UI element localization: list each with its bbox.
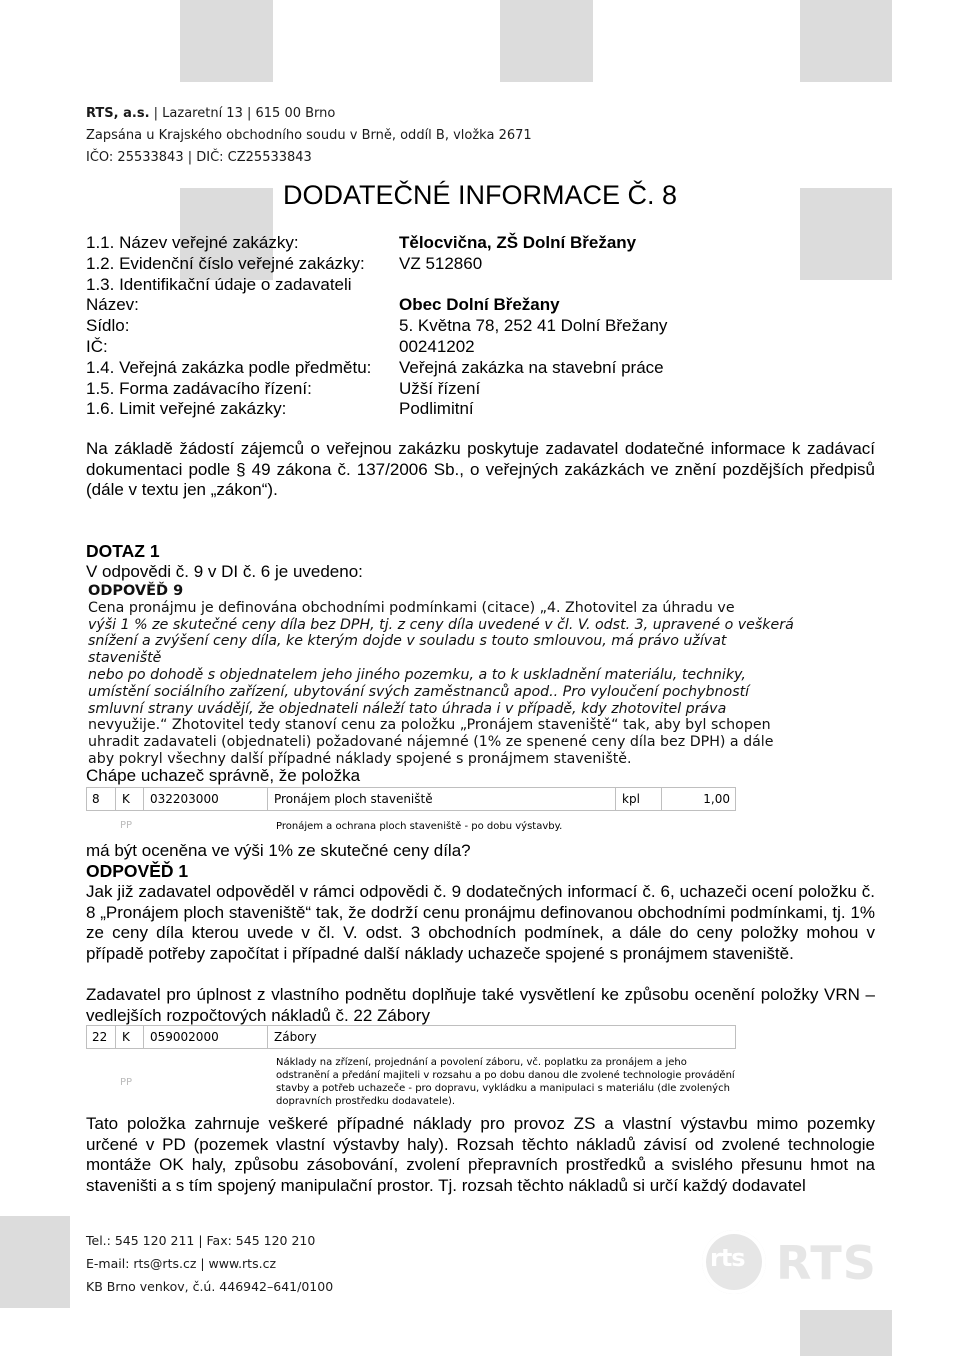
decor-square <box>0 1216 70 1308</box>
decor-square <box>800 0 892 82</box>
info-row <box>86 379 876 400</box>
info-key: 1.5. Forma zadávacího řízení: <box>86 378 312 398</box>
info-key: 1.1. Název veřejné zakázky: <box>86 233 299 252</box>
item-note <box>276 1056 735 1108</box>
question-text: Chápe uchazeč správně, že položka <box>86 766 361 785</box>
item-note-line: Náklady na zřízení, projednání a povolení záboru, vč. poplatku za pronájem a jeho <box>276 1057 687 1068</box>
budget-item-row <box>86 1025 736 1049</box>
item-name: Zábory <box>274 1030 317 1044</box>
quoted-line: Cena pronájmu je definována obchodními podmínkami (citace) „4. Zhotovitel za úhradu ve <box>88 599 735 616</box>
question-heading: DOTAZ 1 <box>86 541 160 561</box>
letterhead-line3: IČO: 25533843 | DIČ: CZ25533843 <box>86 150 312 165</box>
info-row <box>86 254 876 275</box>
answer-paragraph-3: Tato položka zahrnuje veškeré případné náklady pro provoz ZS a vlastní výstavbu mimo pozemky určené v PD (pozemek vlastní výstavby haly). Rozsah těchto nákladů závisí od zvolené technologie montáže OK haly, způsobu zásobování, zvolení přepravních prostředků a svislého přesunu hmot na staveništi a s tím spojený manipulační prostor. Tj. rozsah těchto nákladů si určí každý dodavatel <box>86 1114 875 1195</box>
quoted-line: smluvní strany uvádějí, že objednateli náleží tato úhrada i v případě, kdy zhotovitel práva <box>88 700 727 717</box>
info-row <box>86 275 876 296</box>
info-row <box>86 399 876 420</box>
budget-item-row <box>86 787 736 811</box>
question-end: má být oceněna ve výši 1% ze skutečné ceny díla? <box>86 841 471 860</box>
item-note-line: stavby a potřeb uchazeče - pro dopravu, vykládku a manipulaci s materiálu (dle zvolených <box>276 1083 730 1094</box>
item-quantity: 1,00 <box>703 792 730 806</box>
item-type: K <box>116 1025 144 1049</box>
info-value: Veřejná zakázka na stavební práce <box>399 357 664 377</box>
decor-square <box>180 0 273 82</box>
footer-bank: KB Brno venkov, č.ú. 446942–641/0100 <box>86 1279 334 1294</box>
decor-square <box>800 1310 892 1356</box>
company-name: RTS, a.s. <box>86 106 150 121</box>
answer-paragraph-2: Zadavatel pro úplnost z vlastního podnětu doplňuje také vysvětlení ke způsobu ocenění položky VRN – vedlejších rozpočtových nákladů č. 22 Zábory <box>86 985 875 1025</box>
info-row <box>86 316 876 337</box>
info-value: 5. Května 78, 252 41 Dolní Břežany <box>399 316 668 336</box>
item-code: 059002000 <box>144 1025 268 1049</box>
quoted-line: aby pokryl všechny další případné náklady spojené s pronájmem staveniště. <box>88 750 632 767</box>
item-number: 22 <box>86 1025 116 1049</box>
info-value: Užší řízení <box>399 378 481 398</box>
info-row <box>86 358 876 379</box>
item-note: Pronájem a ochrana ploch staveniště - po dobu výstavby. <box>276 821 563 832</box>
rts-logo <box>700 1228 880 1298</box>
info-block <box>86 233 876 420</box>
answer-heading: ODPOVĚĎ 1 <box>86 861 189 881</box>
logo-text: RTS <box>776 1236 877 1290</box>
intro-paragraph: Na základě žádostí zájemců o veřejnou zakázku poskytuje zadavatel dodatečné informace k zadávací dokumentaci podle § 49 zákona č. 137/2006 Sb., o veřejných zakázkách ve znění pozdějších předpisů (dále v textu jen „zákon“). <box>86 439 875 499</box>
letterhead-line1 <box>86 106 335 121</box>
info-value: Obec Dolní Břežany <box>399 295 560 315</box>
company-address: Lazaretní 13 | 615 00 Brno <box>162 106 336 121</box>
quoted-line: uhradit zadavateli (objednateli) požadované nájemné (1% ze spenené ceny díla bez DPH) a dále <box>88 734 774 751</box>
info-key: 1.4. Veřejná zakázka podle předmětu: <box>86 357 372 377</box>
info-row <box>86 233 876 254</box>
footer-email: E-mail: rts@rts.cz | www.rts.cz <box>86 1256 277 1271</box>
quoted-line: snížení a zvýšení ceny díla, ke kterým dojde v souladu s touto smlouvou, má právo užívat staveniště <box>88 633 727 667</box>
info-key: 1.3. Identifikační údaje o zadavateli <box>86 274 352 294</box>
info-row <box>86 337 876 358</box>
item-name: Pronájem ploch staveniště <box>268 787 616 811</box>
quoted-line: umístění sociálního zařízení, ubytování svých zaměstnanců apod.. Pro vyloučení pochybností <box>88 683 750 700</box>
logo-circle-icon <box>702 1230 766 1294</box>
info-key: 1.6. Limit veřejné zakázky: <box>86 399 287 419</box>
info-key: IČ: <box>86 336 108 356</box>
document-title: DODATEČNÉ INFORMACE Č. 8 <box>282 180 678 210</box>
quoted-answer-heading: ODPOVĚĎ 9 <box>88 583 184 599</box>
info-key: Sídlo: <box>86 316 130 336</box>
item-note-line: odstranění a předání majiteli v rozsahu a po dobu danou dle zvolené technologie provádění <box>276 1070 735 1081</box>
item-code: 032203000 <box>144 787 268 811</box>
decor-square <box>500 0 593 82</box>
item-number: 8 <box>86 787 116 811</box>
letterhead-line2: Zapsána u Krajského obchodního soudu v Brně, oddíl B, vložka 2671 <box>86 128 532 143</box>
item-pp-label: PP <box>120 820 133 831</box>
item-pp-label: PP <box>120 1077 133 1088</box>
logo-mark: rts <box>710 1244 745 1272</box>
quoted-line: výši 1 % ze skutečné ceny díla bez DPH, tj. z ceny díla uvedené v čl. V. odst. 3, upravené o veškerá <box>88 616 794 633</box>
separator: | <box>153 106 163 121</box>
info-value: Tělocvična, ZŠ Dolní Břežany <box>399 233 637 252</box>
question-lead: V odpovědi č. 9 v DI č. 6 je uvedeno: <box>86 562 363 581</box>
item-type: K <box>116 787 144 811</box>
quoted-line: nebo po dohodě s objednatelem jeho jiného pozemku, a to k uskladnění materiálu, techniky, <box>88 666 746 683</box>
quoted-answer-image <box>88 583 804 767</box>
info-value: Podlimitní <box>399 399 474 419</box>
footer-phone: Tel.: 545 120 211 | Fax: 545 120 210 <box>86 1233 316 1248</box>
info-key: Název: <box>86 295 139 315</box>
info-key: 1.2. Evidenční číslo veřejné zakázky: <box>86 253 365 273</box>
item-unit: kpl <box>616 787 662 811</box>
quoted-line: nevyužije.“ Zhotovitel tedy stanoví cenu za položku „Pronájem staveniště“ tak, aby byl schopen <box>88 717 771 734</box>
item-note-line: dopravních prostředku dodavatele). <box>276 1096 456 1107</box>
info-value: 00241202 <box>399 336 475 356</box>
info-value: VZ 512860 <box>399 253 483 273</box>
answer-paragraph-1: Jak již zadavatel odpověděl v rámci odpovědi č. 9 dodatečných informací č. 6, uchazeči ocení položku č. 8 „Pronájem ploch staveniště“ tak, že dodrží cenu pronájmu definovanou obchodními podmínkami, tj. 1% ze ceny díla kterou uvede v čl. V. odst. 3 obchodních podmínek, a dále do ceny položky mohou v případě potřeby započítat i případné další náklady uchazeče spojené s pronájmem staveniště. <box>86 882 875 963</box>
info-row <box>86 295 876 316</box>
